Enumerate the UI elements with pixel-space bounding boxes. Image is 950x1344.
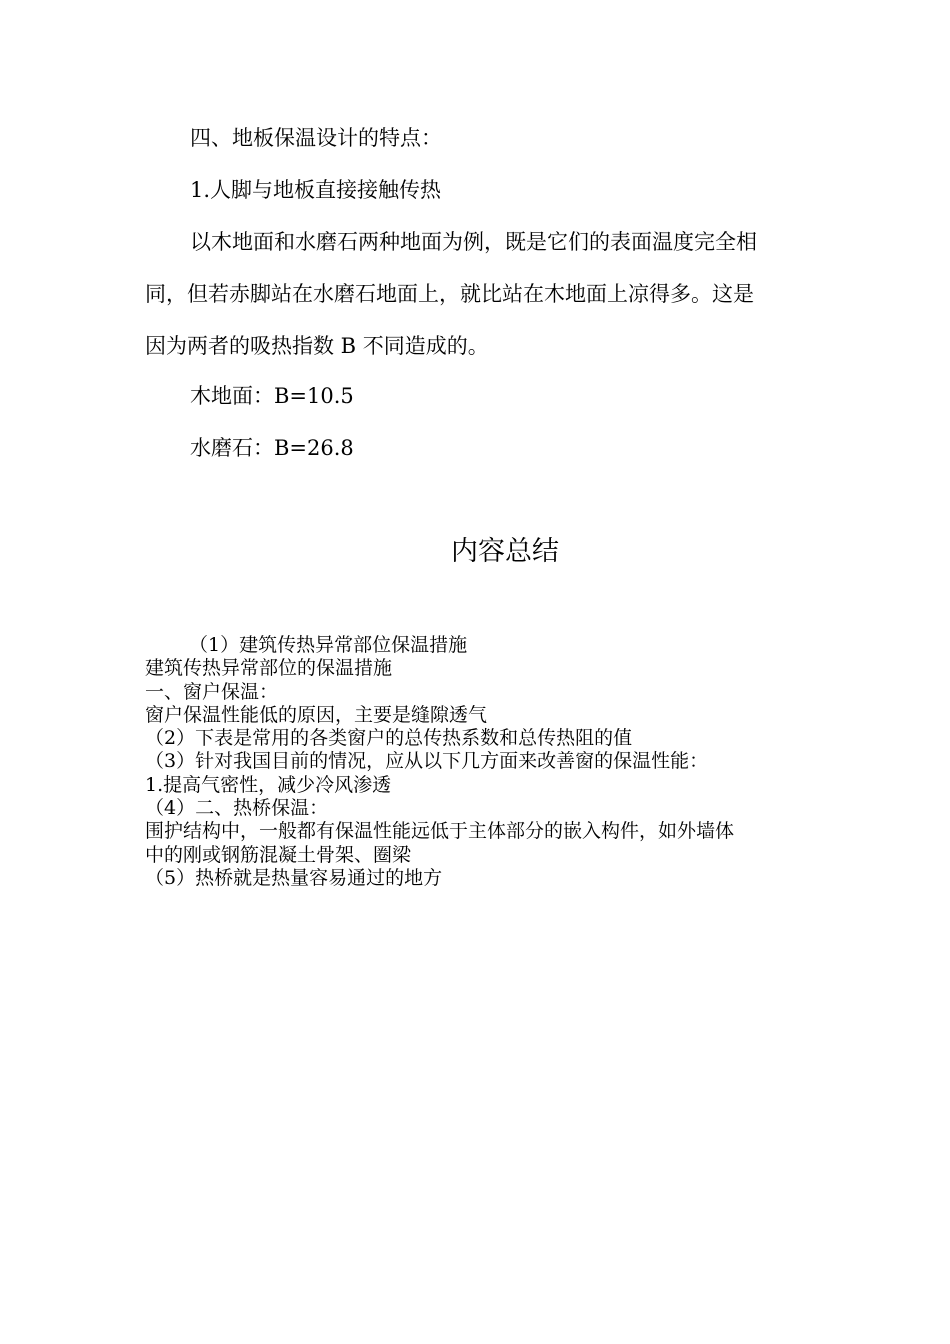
summary-line: 中的刚或钢筋混凝土骨架、圈梁 — [145, 843, 412, 866]
body-line-1: 以木地面和水磨石两种地面为例，既是它们的表面温度完全相 — [190, 230, 757, 254]
summary-line: 一、窗户保温： — [145, 680, 279, 703]
value-terrazzo: 水磨石：B=26.8 — [190, 436, 354, 460]
summary-line: 围护结构中，一般都有保温性能远低于主体部分的嵌入构件，如外墙体 — [145, 820, 735, 843]
section-subheading: 1.人脚与地板直接接触传热 — [190, 178, 442, 202]
body-line-3: 因为两者的吸热指数 B 不同造成的。 — [145, 334, 489, 358]
section-heading: 四、地板保温设计的特点： — [190, 126, 442, 150]
summary-line: 窗户保温性能低的原因，主要是缝隙透气 — [145, 703, 488, 726]
summary-line: （2）下表是常用的各类窗户的总传热系数和总传热阻的值 — [145, 727, 633, 750]
summary-line: （1）建筑传热异常部位保温措施 — [189, 634, 468, 656]
summary-block — [145, 634, 805, 890]
body-line-2: 同，但若赤脚站在水磨石地面上，就比站在木地面上凉得多。这是 — [145, 282, 754, 306]
summary-line: 建筑传热异常部位的保温措施 — [145, 657, 393, 680]
summary-title: 内容总结 — [451, 536, 559, 567]
summary-line: （3）针对我国目前的情况，应从以下几方面来改善窗的保温性能： — [145, 750, 709, 773]
summary-line: （4）二、热桥保温： — [145, 797, 329, 820]
summary-line: 1.提高气密性，减少冷风渗透 — [145, 773, 392, 796]
summary-line: （5）热桥就是热量容易通过的地方 — [145, 866, 443, 889]
value-wood-floor: 木地面：B=10.5 — [190, 384, 354, 408]
